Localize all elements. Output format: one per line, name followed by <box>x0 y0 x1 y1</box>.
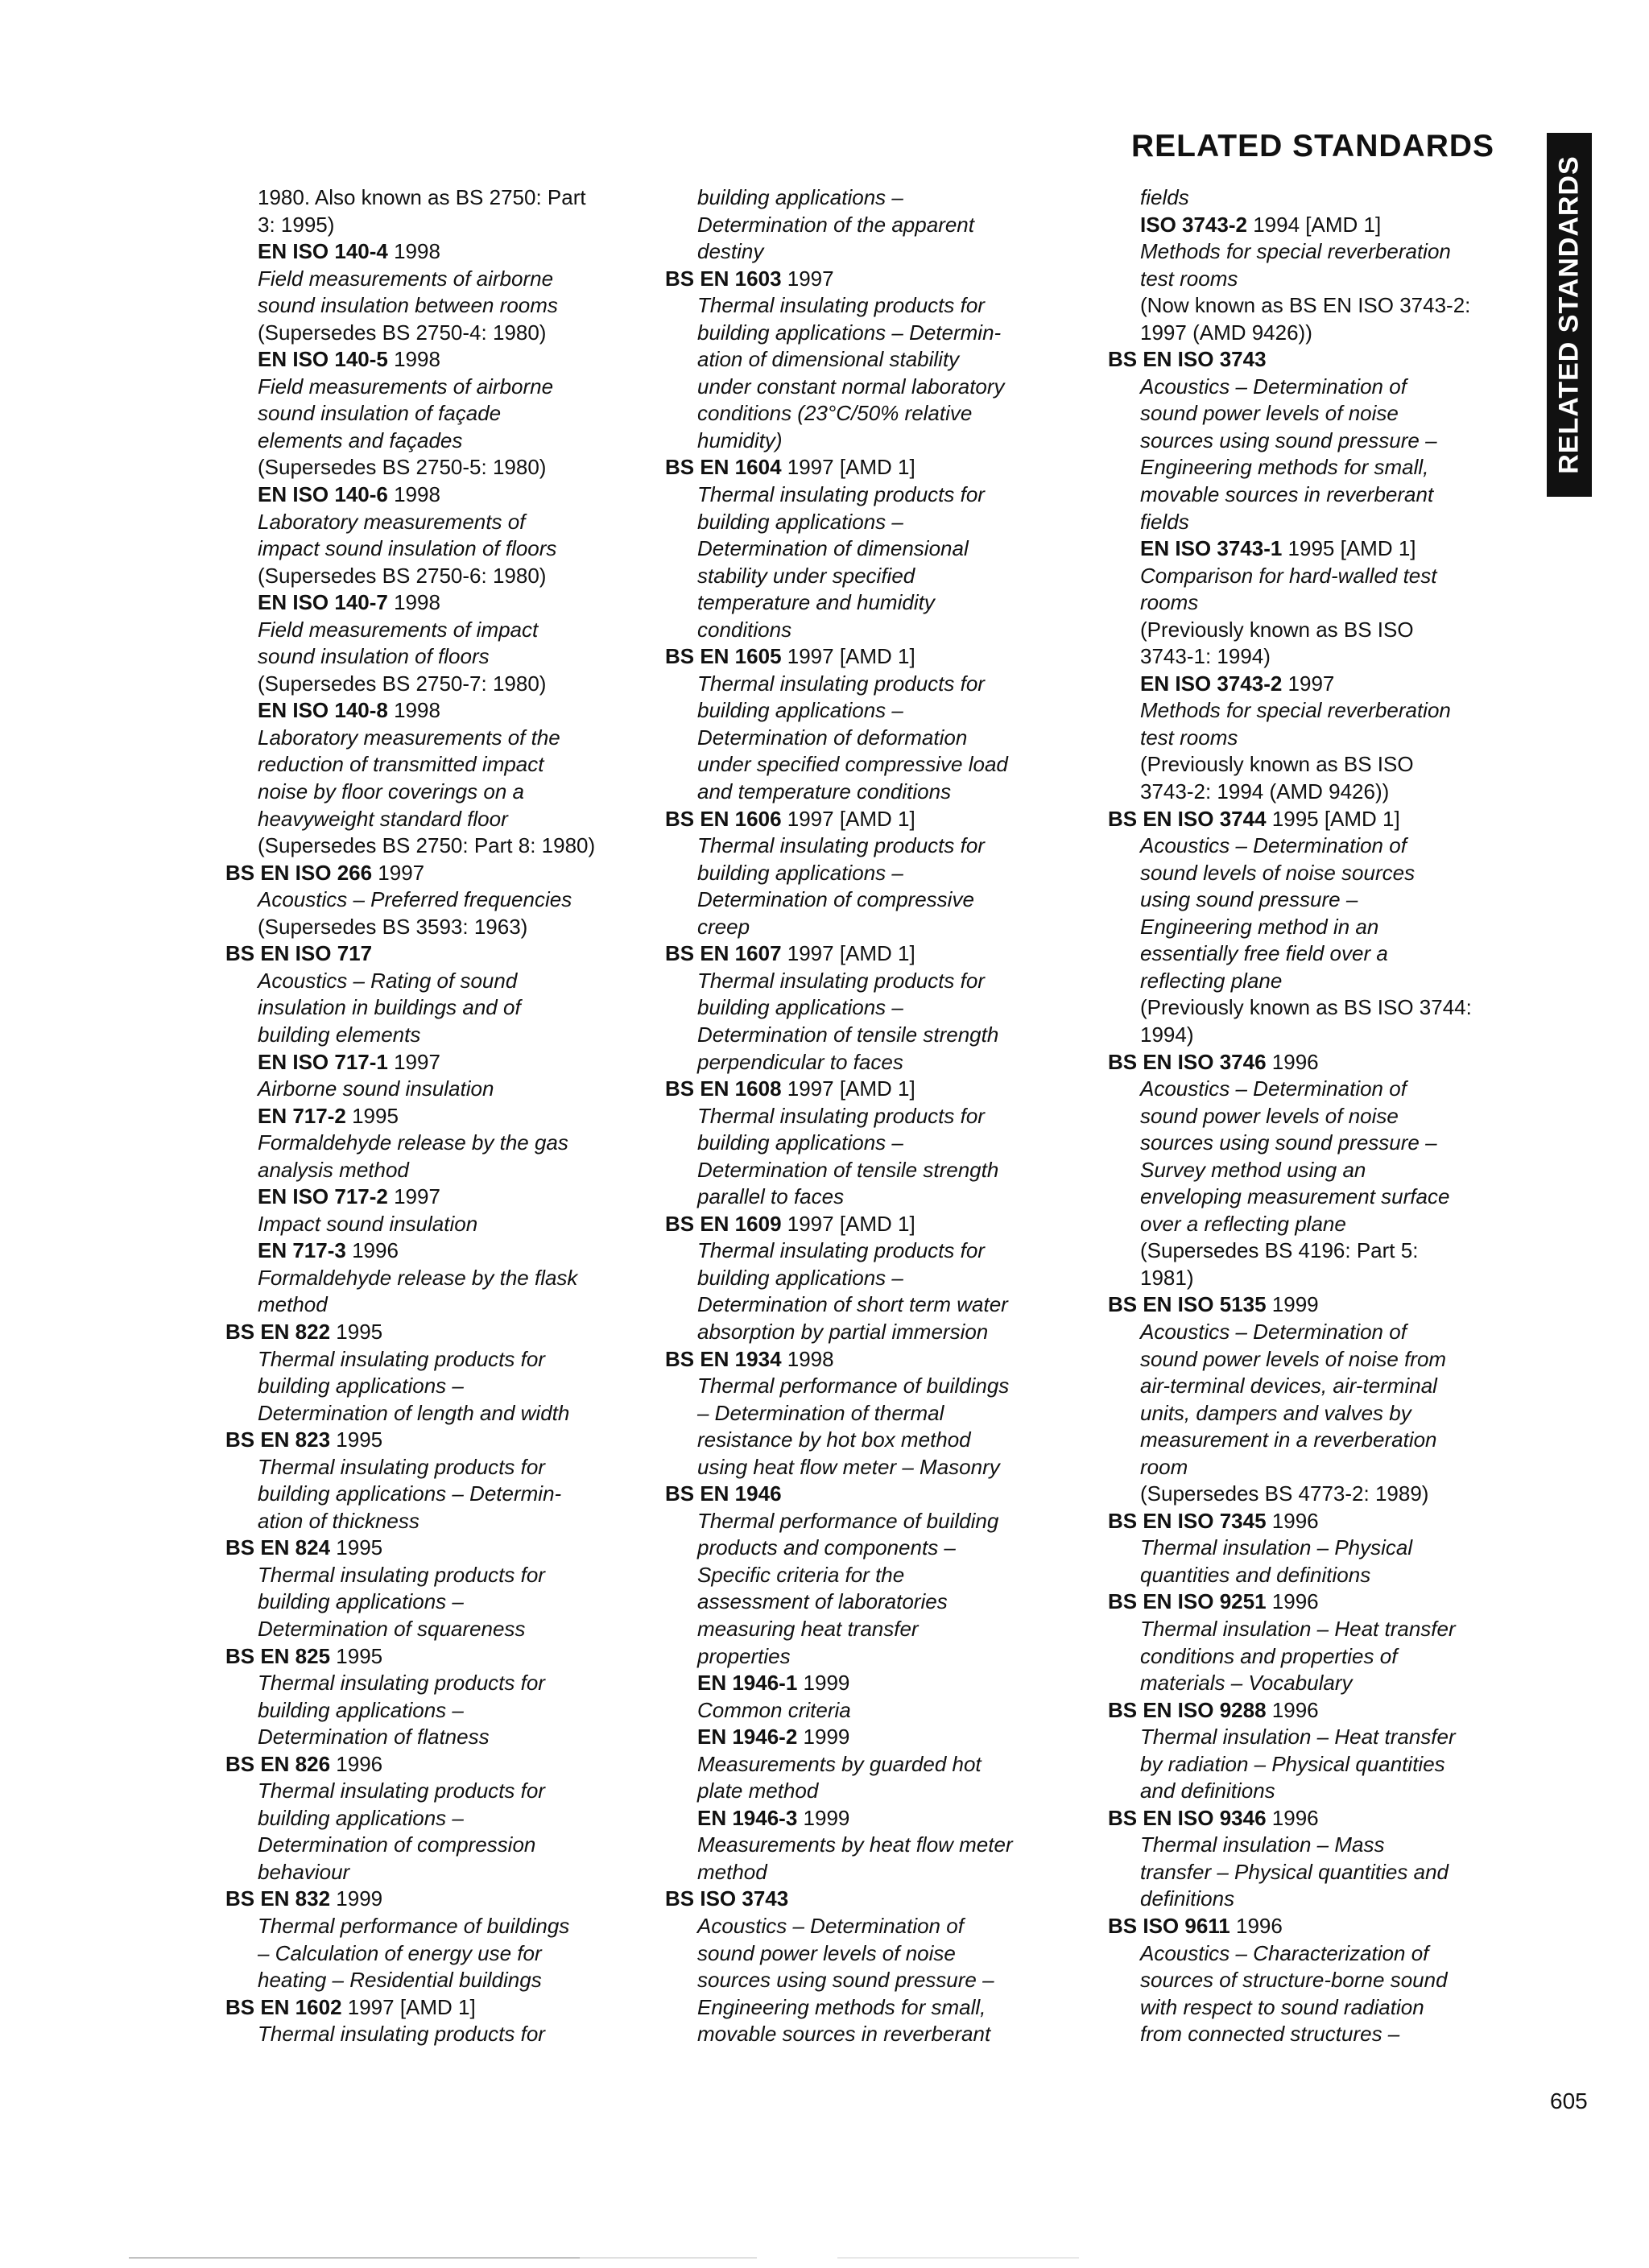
standard-entry-heading <box>1108 1508 1535 1535</box>
standard-entry-heading <box>665 1076 1084 1103</box>
standard-code: EN ISO 140-7 <box>258 590 388 615</box>
standard-title-line: Field measurements of impact <box>258 617 539 642</box>
standard-code: BS EN ISO 9288 <box>1108 1697 1267 1722</box>
standard-entry-heading <box>225 1319 644 1346</box>
standard-title-line: heating – Residential buildings <box>258 1968 542 1993</box>
standard-code: BS EN ISO 9346 <box>1108 1805 1267 1830</box>
standard-title-line: Thermal insulating products for <box>258 1346 545 1371</box>
standard-entry-heading <box>665 1886 1084 1913</box>
standard-title-line: perpendicular to faces <box>697 1049 903 1074</box>
standard-title-line: movable sources in reverberant <box>1140 482 1434 507</box>
standard-title-line: building applications – <box>697 509 903 534</box>
standard-title-line: Determination of tensile strength <box>697 1022 999 1047</box>
standard-title-line: measurement in a reverberation <box>1140 1427 1437 1452</box>
standard-entry-heading <box>1108 1049 1535 1076</box>
standard-title-line: Thermal insulation – Physical <box>1140 1535 1413 1560</box>
standard-entry-heading <box>1108 346 1535 374</box>
standard-note-line: (Now known as BS EN ISO 3743-2: <box>1140 293 1471 318</box>
standard-title-line: stability under specified <box>697 563 915 588</box>
standard-title-line: parallel to faces <box>697 1184 845 1209</box>
standard-title-line: analysis method <box>258 1157 409 1182</box>
standard-title-line: building applications – <box>697 698 903 723</box>
standard-title-line: Determination of squareness <box>258 1616 526 1641</box>
standard-code: BS EN 832 <box>225 1886 331 1911</box>
standard-subentry-heading <box>225 1103 644 1130</box>
standard-entry-heading <box>665 1211 1084 1238</box>
standard-entry-heading <box>225 860 644 887</box>
standard-note-line: (Supersedes BS 4773-2: 1989) <box>1140 1481 1429 1506</box>
standard-code: BS EN ISO 9251 <box>1108 1589 1267 1614</box>
standard-title-line: Airborne sound insulation <box>258 1076 494 1101</box>
standard-code: EN 1946-2 <box>697 1725 798 1750</box>
standard-code: BS EN 1946 <box>665 1481 782 1506</box>
standard-title-line: building applications – Determin- <box>697 320 1002 345</box>
standard-title-line: transfer – Physical quantities and <box>1140 1859 1449 1884</box>
standard-year: 1995 <box>330 1535 383 1560</box>
standard-title-line: impact sound insulation of floors <box>258 536 557 561</box>
standard-code: EN ISO 717-2 <box>258 1184 388 1209</box>
standard-title-line: Acoustics – Determination of <box>1140 1319 1407 1344</box>
standard-code: BS EN ISO 3746 <box>1108 1049 1267 1074</box>
standard-title-line: building applications – <box>697 860 903 885</box>
standard-year: 1997 <box>387 1049 440 1074</box>
standard-title-line: plate method <box>697 1778 819 1803</box>
standard-title-line: Thermal performance of buildings <box>697 1374 1010 1398</box>
standard-year: 1995 <box>345 1103 399 1128</box>
standard-title-line: sound insulation between rooms <box>258 293 558 318</box>
standard-code: BS EN 824 <box>225 1535 331 1560</box>
standard-title-line: air-terminal devices, air-terminal <box>1140 1374 1437 1398</box>
standard-subentry-heading <box>225 1049 644 1076</box>
standard-title-line: method <box>258 1292 328 1317</box>
standard-code: BS EN 1609 <box>665 1211 782 1236</box>
page-header-title: RELATED STANDARDS <box>1131 129 1495 163</box>
standard-note-line: (Supersedes BS 3593: 1963) <box>258 914 528 939</box>
standard-title-line: sources using sound pressure – <box>697 1968 994 1993</box>
standard-title-line: over a reflecting plane <box>1140 1211 1346 1236</box>
standard-code: EN 1946-1 <box>697 1671 798 1696</box>
standard-year: 1995 <box>330 1643 383 1668</box>
standard-code: BS EN 822 <box>225 1319 331 1344</box>
standard-title-line: sound power levels of noise <box>1140 1103 1399 1128</box>
standard-note-line: 3743-1: 1994) <box>1140 644 1271 669</box>
standard-subentry-heading <box>225 589 644 617</box>
standard-title-line: sources of structure-borne sound <box>1140 1968 1448 1993</box>
standard-subentry-heading <box>225 346 644 374</box>
standard-title-line: Laboratory measurements of <box>258 509 526 534</box>
page-number: 605 <box>1550 2088 1588 2113</box>
standard-entry-heading <box>225 1994 644 2022</box>
standard-title-line: Thermal performance of building <box>697 1508 999 1533</box>
standard-year: 1999 <box>330 1886 383 1911</box>
standard-year: 1994 [AMD 1] <box>1246 212 1382 237</box>
standard-entry-heading <box>665 266 1084 293</box>
standard-year: 1998 <box>387 239 440 264</box>
standard-code: BS EN ISO 266 <box>225 860 373 885</box>
standard-title-line: ation of thickness <box>258 1508 419 1533</box>
standard-code: EN 1946-3 <box>697 1805 798 1830</box>
standard-code: BS EN 823 <box>225 1427 331 1452</box>
standard-code: EN ISO 140-6 <box>258 482 388 507</box>
standard-title-line: Measurements by guarded hot <box>697 1751 982 1776</box>
standard-subentry-heading <box>225 1184 644 1211</box>
standard-year: 1995 [AMD 1] <box>1282 536 1416 561</box>
standard-year: 1999 <box>797 1671 850 1696</box>
standard-title-line: humidity) <box>697 428 783 452</box>
standard-year: 1996 <box>1266 1589 1319 1614</box>
standard-year: 1996 <box>1266 1508 1319 1533</box>
standard-title-line: products and components – <box>697 1535 956 1560</box>
standard-title-line: fields <box>1140 185 1189 209</box>
standard-entry-heading <box>1108 806 1535 833</box>
standard-title-line: insulation in buildings and of <box>258 995 521 1020</box>
standard-title-line: destiny <box>697 239 764 264</box>
standard-note-line: (Supersedes BS 2750-5: 1980) <box>258 455 547 480</box>
standard-title-line: Thermal insulating products for <box>697 482 985 507</box>
standard-code: BS ISO 3743 <box>665 1886 789 1911</box>
standard-year: 1998 <box>387 347 440 372</box>
standard-code: BS EN 1602 <box>225 1994 342 2019</box>
standard-title-line: ation of dimensional stability <box>697 347 960 372</box>
standard-title-line: noise by floor coverings on a <box>258 779 524 804</box>
standard-title-line: Formaldehyde release by the gas <box>258 1130 568 1155</box>
standard-title-line: Common criteria <box>697 1697 851 1722</box>
standard-title-line: under specified compressive load <box>697 752 1008 777</box>
standard-entry-heading <box>225 1886 644 1913</box>
standard-title-line: Thermal insulating products for <box>258 1454 545 1479</box>
standard-title-line: Thermal insulating products for <box>697 1103 985 1128</box>
standard-title-line: sound power levels of noise <box>697 1940 956 1965</box>
standard-title-line: and temperature conditions <box>697 779 952 804</box>
standard-title-line: – Calculation of energy use for <box>258 1940 542 1965</box>
standard-title-line: building applications – <box>697 1265 903 1290</box>
standard-year: 1997 [AMD 1] <box>781 455 915 480</box>
standard-code: EN ISO 140-4 <box>258 239 388 264</box>
standard-title-line: reflecting plane <box>1140 968 1283 993</box>
standard-entry-heading <box>665 806 1084 833</box>
standard-title-line: using sound pressure – <box>1140 887 1358 912</box>
standard-title-line: sound insulation of floors <box>258 644 490 669</box>
standard-code: BS EN ISO 7345 <box>1108 1508 1267 1533</box>
standard-title-line: absorption by partial immersion <box>697 1319 989 1344</box>
standard-entry-heading <box>1108 1588 1535 1616</box>
standard-title-line: Laboratory measurements of the <box>258 725 560 750</box>
standard-code: BS EN ISO 717 <box>225 941 373 966</box>
standard-code: BS EN 1605 <box>665 644 782 669</box>
standard-title-line: measuring heat transfer <box>697 1616 919 1641</box>
standard-title-line: building applications – <box>697 1130 903 1155</box>
standard-title-line: building applications – <box>258 1589 464 1614</box>
standard-title-line: Measurements by heat flow meter <box>697 1832 1013 1857</box>
standard-title-line: Determination of dimensional <box>697 536 969 561</box>
standard-title-line: method <box>697 1859 767 1884</box>
standard-title-line: test rooms <box>1140 266 1238 291</box>
standard-code: BS EN 826 <box>225 1751 331 1776</box>
standard-title-line: Engineering methods for small, <box>697 1994 986 2019</box>
standard-code: BS EN 1607 <box>665 941 782 966</box>
standard-code: BS EN 1606 <box>665 806 782 831</box>
standard-entry-heading <box>225 940 644 968</box>
text-column-3 <box>1108 184 1535 2048</box>
standard-year: 1997 [AMD 1] <box>781 806 915 831</box>
text-column-2 <box>665 184 1084 2048</box>
standard-title-line: rooms <box>1140 590 1199 615</box>
standard-title-line: building applications – <box>258 1697 464 1722</box>
standard-title-line: Thermal insulating products for <box>697 968 985 993</box>
standard-title-line: Determination of compression <box>258 1832 536 1857</box>
standard-title-line: temperature and humidity <box>697 590 935 615</box>
standard-subentry-heading <box>1108 535 1535 563</box>
standard-title-line: Methods for special reverberation <box>1140 698 1451 723</box>
standard-note-line: (Supersedes BS 2750-4: 1980) <box>258 320 547 345</box>
standard-title-line: sources using sound pressure – <box>1140 428 1437 452</box>
standard-subentry-heading <box>225 481 644 509</box>
standard-year: 1997 <box>781 266 834 291</box>
standard-note-line: 1997 (AMD 9426)) <box>1140 320 1312 345</box>
standard-title-line: Formaldehyde release by the flask <box>258 1265 578 1290</box>
standard-title-line: Specific criteria for the <box>697 1562 905 1587</box>
standard-title-line: Thermal insulation – Heat transfer <box>1140 1616 1456 1641</box>
standard-title-line: essentially free field over a <box>1140 941 1388 966</box>
standard-title-line: Thermal insulating products for <box>258 1671 545 1696</box>
standard-year: 1997 <box>372 860 425 885</box>
standard-title-line: Thermal insulation – Heat transfer <box>1140 1725 1456 1750</box>
standard-code: EN ISO 140-5 <box>258 347 388 372</box>
standard-year: 1998 <box>387 590 440 615</box>
standard-code: EN ISO 3743-1 <box>1140 536 1283 561</box>
standard-note-line: (Supersedes BS 2750: Part 8: 1980) <box>258 833 596 858</box>
standard-code: EN ISO 3743-2 <box>1140 671 1283 696</box>
standard-title-line: enveloping measurement surface <box>1140 1184 1450 1209</box>
standard-title-line: quantities and definitions <box>1140 1562 1371 1587</box>
standard-title-line: materials – Vocabulary <box>1140 1671 1353 1696</box>
standard-title-line: Thermal insulating products for <box>258 1778 545 1803</box>
standard-title-line: Acoustics – Characterization of <box>1140 1940 1429 1965</box>
standard-year: 1999 <box>797 1725 850 1750</box>
standard-title-line: properties <box>697 1643 791 1668</box>
standard-title-line: Thermal insulating products for <box>697 293 985 318</box>
standard-title-line: Thermal insulating products for <box>697 833 985 858</box>
standard-title-line: Thermal insulating products for <box>258 1562 545 1587</box>
standard-title-line: heavyweight standard floor <box>258 806 508 831</box>
standard-note-line: 1994) <box>1140 1022 1194 1047</box>
standard-entry-heading <box>1108 1805 1535 1832</box>
standard-year: 1996 <box>1266 1049 1319 1074</box>
standard-title-line: Field measurements of airborne <box>258 374 554 399</box>
standard-title-line: behaviour <box>258 1859 350 1884</box>
standard-year: 1997 [AMD 1] <box>781 1076 915 1101</box>
standard-subentry-heading <box>225 697 644 725</box>
standard-code: ISO 3743-2 <box>1140 212 1247 237</box>
standard-year: 1997 <box>387 1184 440 1209</box>
standard-code: EN 717-2 <box>258 1103 346 1128</box>
standard-note-line: 3: 1995) <box>258 212 335 237</box>
standard-code: BS EN 1608 <box>665 1076 782 1101</box>
standard-title-line: Determination of tensile strength <box>697 1157 999 1182</box>
standard-title-line: Determination of deformation <box>697 725 968 750</box>
standard-code: BS EN ISO 3744 <box>1108 806 1267 831</box>
standard-title-line: Determination of short term water <box>697 1292 1008 1317</box>
standard-title-line: Acoustics – Determination of <box>1140 374 1407 399</box>
standard-entry-heading <box>665 454 1084 481</box>
standard-year: 1995 [AMD 1] <box>1266 806 1400 831</box>
standard-note-line: (Previously known as BS ISO <box>1140 752 1414 777</box>
standard-subentry-heading <box>665 1670 1084 1697</box>
standard-year: 1997 <box>1282 671 1335 696</box>
section-side-tab <box>1547 133 1592 497</box>
side-tab-label: RELATED STANDARDS <box>1553 155 1585 474</box>
standard-title-line: room <box>1140 1454 1188 1479</box>
standard-year: 1998 <box>387 698 440 723</box>
standard-entry-heading <box>665 1481 1084 1508</box>
standard-title-line: – Determination of thermal <box>697 1400 944 1425</box>
standard-title-line: Comparison for hard-walled test <box>1140 563 1437 588</box>
standard-entry-heading <box>665 1346 1084 1374</box>
standard-year: 1997 [AMD 1] <box>781 1211 915 1236</box>
standard-title-line: building applications – Determin- <box>258 1481 562 1506</box>
standard-title-line: Acoustics – Determination of <box>697 1914 964 1938</box>
standard-entry-heading <box>665 940 1084 968</box>
standard-title-line: movable sources in reverberant <box>697 2022 991 2047</box>
standard-title-line: building applications – <box>697 185 903 209</box>
standard-title-line: definitions <box>1140 1886 1235 1911</box>
standard-code: BS EN 1603 <box>665 266 782 291</box>
standard-year: 1996 <box>330 1751 383 1776</box>
standard-title-line: Acoustics – Rating of sound <box>258 968 518 993</box>
standard-title-line: Engineering method in an <box>1140 914 1379 939</box>
standard-title-line: Acoustics – Preferred frequencies <box>258 887 572 912</box>
standard-title-line: reduction of transmitted impact <box>258 752 544 777</box>
standard-year: 1996 <box>1266 1697 1319 1722</box>
standard-subentry-heading <box>225 238 644 266</box>
standard-title-line: by radiation – Physical quantities <box>1140 1751 1445 1776</box>
standard-subentry-heading <box>1108 671 1535 698</box>
standard-entry-heading <box>225 1643 644 1671</box>
standard-title-line: Thermal insulating products for <box>697 1238 985 1263</box>
standard-year: 1999 <box>1266 1292 1319 1317</box>
standard-year: 1998 <box>387 482 440 507</box>
standard-code: BS EN 825 <box>225 1643 331 1668</box>
standard-title-line: Determination of compressive <box>697 887 974 912</box>
standard-code: EN ISO 717-1 <box>258 1049 388 1074</box>
standard-title-line: and definitions <box>1140 1778 1275 1803</box>
standard-title-line: Engineering methods for small, <box>1140 455 1429 480</box>
standard-code: BS EN ISO 5135 <box>1108 1292 1267 1317</box>
standard-title-line: Determination of the apparent <box>697 212 974 237</box>
standard-title-line: Survey method using an <box>1140 1157 1366 1182</box>
standard-year: 1995 <box>330 1427 383 1452</box>
standard-title-line: resistance by hot box method <box>697 1427 971 1452</box>
standard-title-line: conditions (23°C/50% relative <box>697 401 973 426</box>
standard-entry-heading <box>225 1427 644 1454</box>
standard-title-line: Thermal insulating products for <box>697 671 985 696</box>
standard-note-line: (Supersedes BS 2750-6: 1980) <box>258 563 547 588</box>
standard-year: 1996 <box>345 1238 399 1263</box>
standard-note-line: (Supersedes BS 4196: Part 5: <box>1140 1238 1419 1263</box>
standard-title-line: using heat flow meter – Masonry <box>697 1454 1000 1479</box>
standard-title-line: sound power levels of noise <box>1140 401 1399 426</box>
standard-code: BS EN ISO 3743 <box>1108 347 1267 372</box>
standard-code: BS ISO 9611 <box>1108 1914 1230 1938</box>
standard-subentry-heading <box>665 1724 1084 1751</box>
standard-entry-heading <box>225 1535 644 1562</box>
standard-note-line: (Supersedes BS 2750-7: 1980) <box>258 671 547 696</box>
standard-title-line: elements and façades <box>258 428 463 452</box>
standard-title-line: creep <box>697 914 750 939</box>
standard-title-line: under constant normal laboratory <box>697 374 1005 399</box>
standard-note-line: 1980. Also known as BS 2750: Part <box>258 185 586 209</box>
standard-title-line: building elements <box>258 1022 421 1047</box>
standard-code: BS EN 1934 <box>665 1346 782 1371</box>
standard-title-line: sound levels of noise sources <box>1140 860 1415 885</box>
standard-title-line: Thermal insulation – Mass <box>1140 1832 1385 1857</box>
standard-entry-heading <box>1108 1697 1535 1725</box>
standard-title-line: Methods for special reverberation <box>1140 239 1451 264</box>
standard-title-line: units, dampers and valves by <box>1140 1400 1411 1425</box>
standard-title-line: sound power levels of noise from <box>1140 1346 1447 1371</box>
standard-year: 1999 <box>797 1805 850 1830</box>
standard-note-line: (Previously known as BS ISO 3744: <box>1140 995 1472 1020</box>
standard-entry-heading <box>225 1751 644 1778</box>
standard-title-line: building applications – <box>258 1805 464 1830</box>
standard-title-line: Thermal insulating products for <box>258 2022 545 2047</box>
standard-title-line: Acoustics – Determination of <box>1140 833 1407 858</box>
standard-title-line: Determination of flatness <box>258 1725 490 1750</box>
standard-year: 1997 [AMD 1] <box>341 1994 476 2019</box>
standard-year: 1998 <box>781 1346 834 1371</box>
standard-title-line: Acoustics – Determination of <box>1140 1076 1407 1101</box>
standard-title-line: fields <box>1140 509 1189 534</box>
standard-title-line: Impact sound insulation <box>258 1211 478 1236</box>
standard-subentry-heading <box>225 1237 644 1265</box>
standard-title-line: assessment of laboratories <box>697 1589 948 1614</box>
standard-year: 1997 [AMD 1] <box>781 941 915 966</box>
standard-title-line: Thermal performance of buildings <box>258 1914 570 1938</box>
standard-title-line: from connected structures – <box>1140 2022 1400 2047</box>
standard-title-line: building applications – <box>258 1374 464 1398</box>
standard-note-line: 3743-2: 1994 (AMD 9426)) <box>1140 779 1390 804</box>
standard-subentry-heading <box>1108 212 1535 239</box>
standard-note-line: (Previously known as BS ISO <box>1140 617 1414 642</box>
standard-code: EN ISO 140-8 <box>258 698 388 723</box>
standard-code: BS EN 1604 <box>665 455 782 480</box>
standard-title-line: conditions <box>697 617 792 642</box>
standard-title-line: conditions and properties of <box>1140 1643 1398 1668</box>
standard-entry-heading <box>1108 1913 1535 1940</box>
standard-title-line: building applications – <box>697 995 903 1020</box>
standard-title-line: sources using sound pressure – <box>1140 1130 1437 1155</box>
standard-year: 1996 <box>1266 1805 1319 1830</box>
standard-year: 1996 <box>1230 1914 1283 1938</box>
standard-title-line: sound insulation of façade <box>258 401 502 426</box>
standard-code: EN 717-3 <box>258 1238 346 1263</box>
standard-title-line: Field measurements of airborne <box>258 266 554 291</box>
standard-year: 1997 [AMD 1] <box>781 644 915 669</box>
standard-entry-heading <box>1108 1291 1535 1319</box>
standard-title-line: Determination of length and width <box>258 1400 570 1425</box>
standard-title-line: with respect to sound radiation <box>1140 1994 1424 2019</box>
standard-title-line: test rooms <box>1140 725 1238 750</box>
standard-note-line: 1981) <box>1140 1265 1194 1290</box>
standard-year: 1995 <box>330 1319 383 1344</box>
standard-entry-heading <box>665 643 1084 671</box>
standard-subentry-heading <box>665 1805 1084 1832</box>
text-column-1 <box>225 184 644 2048</box>
